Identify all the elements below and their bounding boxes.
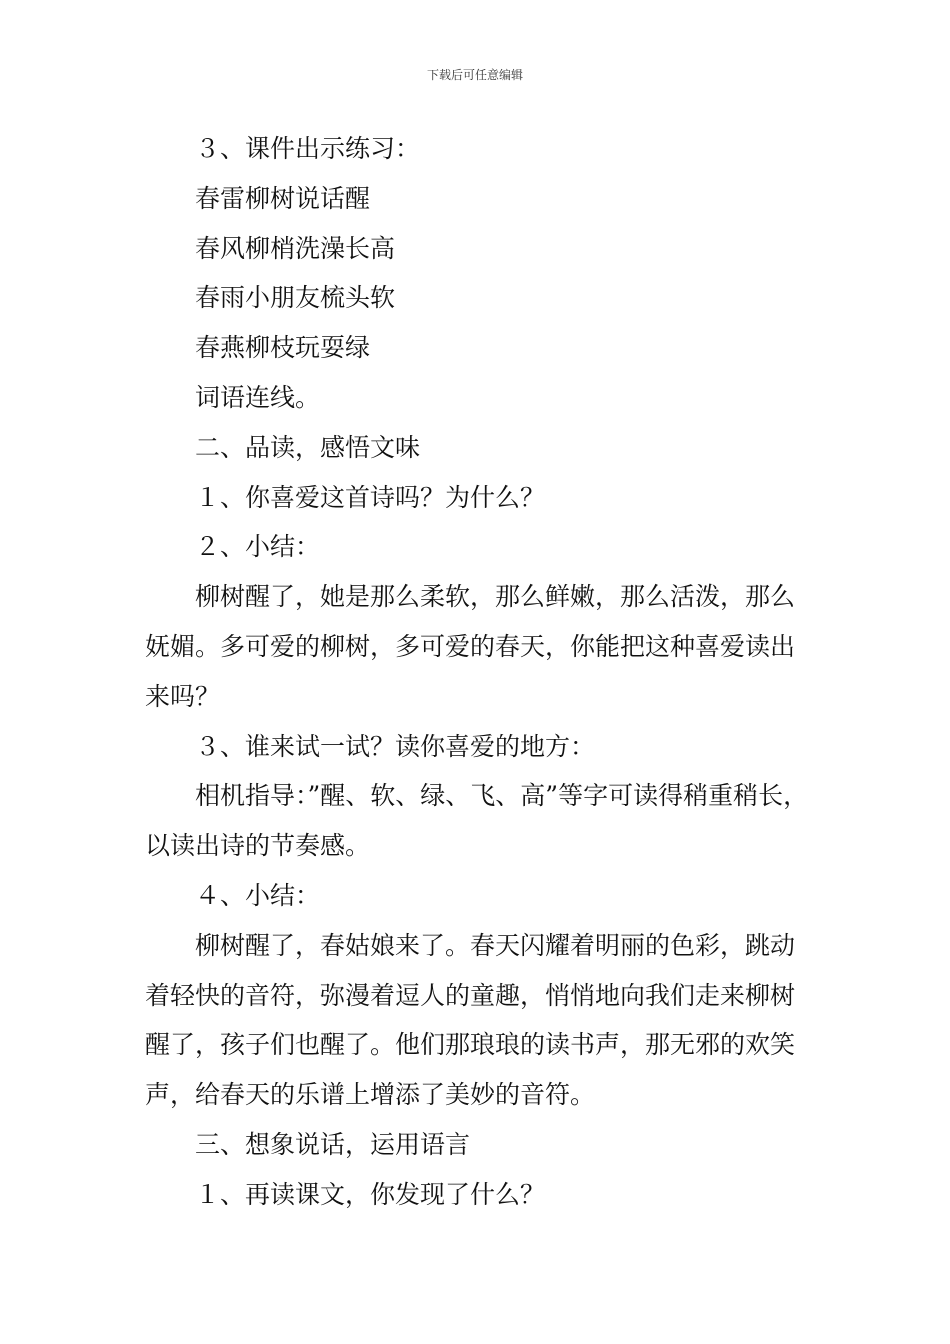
document-body bbox=[145, 124, 810, 1220]
paragraph: ３、谁来试一试？读你喜爱的地方： bbox=[195, 731, 596, 761]
paragraph: ２、小结： bbox=[195, 532, 321, 562]
paragraph: 春雨小朋友梳头软 bbox=[195, 283, 396, 313]
paragraph: １、你喜爱这首诗吗？为什么？ bbox=[195, 482, 546, 512]
paragraph: 春燕柳枝玩耍绿 bbox=[195, 333, 371, 363]
paragraph: ４、小结： bbox=[195, 880, 321, 910]
paragraph: 春雷柳树说话醒 bbox=[195, 183, 371, 213]
page-header: 下载后可任意编辑 bbox=[426, 68, 523, 82]
paragraph: 春风柳梢洗澡长高 bbox=[195, 233, 396, 263]
paragraph: １、再读课文，你发现了什么？ bbox=[195, 1179, 546, 1209]
paragraph: ３、课件出示练习： bbox=[195, 134, 421, 163]
paragraph: 柳树醒了，春姑娘来了。春天闪耀着明丽的色彩，跳动着轻快的音符，弥漫着逗人的童趣，悄悄地向我们走来柳树醒了，孩子们也醒了。他们那琅琅的读书声，那无邪的欢笑声，给春天的乐谱上增添了美妙的音符。 bbox=[145, 930, 796, 1110]
paragraph: 柳树醒了，她是那么柔软，那么鲜嫩，那么活泼，那么妩媚。多可爱的柳树，多可爱的春天，你能把这种喜爱读出来吗？ bbox=[145, 582, 796, 711]
paragraph: 词语连线。 bbox=[195, 382, 321, 412]
section-heading: 二、品读，感悟文味 bbox=[195, 432, 421, 462]
section-heading: 三、想象说话，运用语言 bbox=[195, 1129, 471, 1159]
paragraph: 相机指导：”醒、软、绿、飞、高”等字可读得稍重稍长，以读出诗的节奏感。 bbox=[145, 781, 809, 861]
